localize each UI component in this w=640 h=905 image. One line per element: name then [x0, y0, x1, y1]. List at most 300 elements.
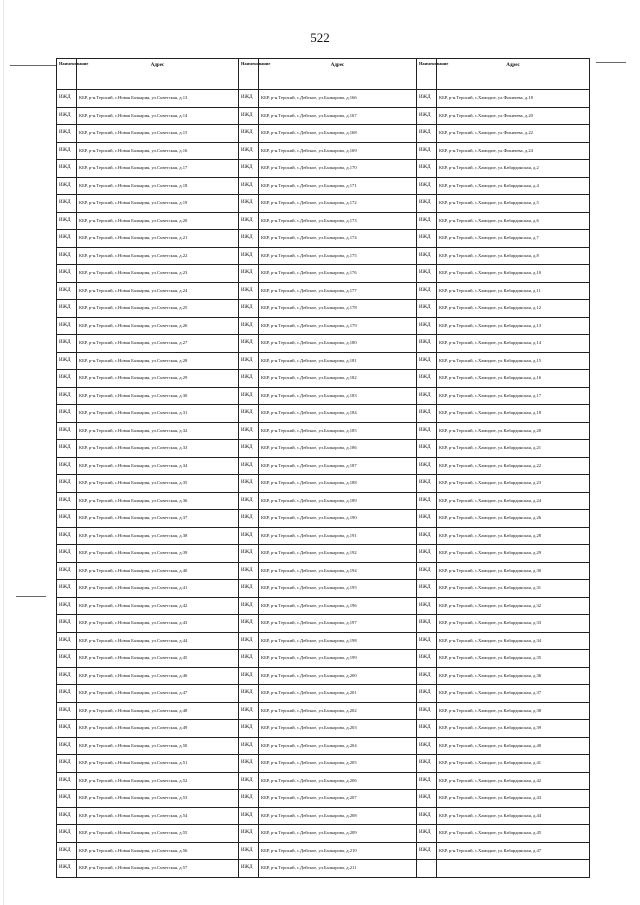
scan-edge [3, 0, 4, 905]
cell-type: ИЖД [239, 545, 259, 563]
table-row [57, 335, 590, 353]
cell-address: КБР, р-н.Терский, с.Новая Балкария, ул.Советская, д.47 [77, 685, 239, 703]
table-row [57, 545, 590, 563]
cell-address: КБР, р-н.Терский, с.Новая Балкария, ул.Советская, д.27 [77, 335, 239, 353]
cell-type: ИЖД [57, 667, 77, 685]
cell-type: ИЖД [239, 580, 259, 598]
cell-type: ИЖД [239, 177, 259, 195]
table-row [57, 475, 590, 493]
cell-type: ИЖД [417, 580, 437, 598]
cell-type: ИЖД [57, 265, 77, 283]
cell-address: КБР, р-н.Терский, с.Хамидие, ул.Кабардинская, д.7 [437, 230, 590, 248]
cell-type: ИЖД [57, 230, 77, 248]
cell-address: КБР, р-н.Терский, с.Дейское, ул.Балкарова, д.208 [259, 807, 417, 825]
cell-type: ИЖД [417, 107, 437, 125]
margin-mark [16, 596, 46, 597]
cell-address: КБР, р-н.Терский, с.Новая Балкария, ул.Советская, д.34 [77, 457, 239, 475]
cell-address: КБР, р-н.Терский, с.Хамидие, ул.Кабардинская, д.4 [437, 177, 590, 195]
cell-type: ИЖД [239, 300, 259, 318]
cell-type: ИЖД [239, 492, 259, 510]
cell-type: ИЖД [417, 300, 437, 318]
cell-address: КБР, р-н.Терский, с.Новая Балкария, ул.Советская, д.35 [77, 475, 239, 493]
table-row [57, 247, 590, 265]
cell-address: КБР, р-н.Терский, с.Дейское, ул.Балкарова, д.177 [259, 282, 417, 300]
cell-type: ИЖД [239, 597, 259, 615]
cell-type: ИЖД [417, 842, 437, 860]
table-row [57, 790, 590, 808]
cell-address: КБР, р-н.Терский, с.Хамидие, ул.Кабардинская, д.10 [437, 265, 590, 283]
cell-address: КБР, р-н.Терский, с.Дейское, ул.Балкарова, д.195 [259, 580, 417, 598]
cell-type: ИЖД [239, 107, 259, 125]
cell-address: КБР, р-н.Терский, с.Новая Балкария, ул.Советская, д.31 [77, 405, 239, 423]
table-row [57, 405, 590, 423]
cell-address: КБР, р-н.Терский, с.Хамидие, ул.Кабардинская, д.47 [437, 842, 590, 860]
table-row [57, 842, 590, 860]
cell-type: ИЖД [57, 615, 77, 633]
cell-address: КБР, р-н.Терский, с.Дейское, ул.Балкарова, д.176 [259, 265, 417, 283]
cell-type [417, 860, 437, 878]
cell-address: КБР, р-н.Терский, с.Хамидие, ул.Кабардинская, д.24 [437, 492, 590, 510]
cell-address: КБР, р-н.Терский, с.Хамидие, ул.Кабардинская, д.31 [437, 580, 590, 598]
cell-type: ИЖД [239, 842, 259, 860]
cell-type: ИЖД [57, 457, 77, 475]
cell-type: ИЖД [239, 825, 259, 843]
cell-address: КБР, р-н.Терский, с.Новая Балкария, ул.Советская, д.22 [77, 247, 239, 265]
cell-type: ИЖД [239, 510, 259, 528]
cell-type: ИЖД [417, 702, 437, 720]
column-header-address: Адрес [77, 59, 239, 90]
cell-address: КБР, р-н.Терский, с.Дейское, ул.Балкарова, д.169 [259, 142, 417, 160]
cell-address: КБР, р-н.Терский, с.Новая Балкария, ул.Советская, д.13 [77, 90, 239, 108]
cell-address: КБР, р-н.Терский, с.Дейское, ул.Балкарова, д.187 [259, 457, 417, 475]
cell-address: КБР, р-н.Терский, с.Новая Балкария, ул.Советская, д.15 [77, 125, 239, 143]
cell-type: ИЖД [57, 212, 77, 230]
cell-type: ИЖД [417, 720, 437, 738]
cell-address: КБР, р-н.Терский, с.Хамидие, ул.Кабардинская, д.30 [437, 562, 590, 580]
cell-type: ИЖД [239, 685, 259, 703]
cell-type: ИЖД [57, 545, 77, 563]
cell-type: ИЖД [417, 737, 437, 755]
table-row [57, 212, 590, 230]
cell-type: ИЖД [417, 177, 437, 195]
cell-type: ИЖД [57, 632, 77, 650]
cell-address: КБР, р-н.Терский, с.Новая Балкария, ул.Советская, д.44 [77, 632, 239, 650]
cell-type: ИЖД [239, 265, 259, 283]
table-row [57, 562, 590, 580]
cell-type: ИЖД [417, 562, 437, 580]
table-row [57, 230, 590, 248]
cell-address: КБР, р-н.Терский, с.Дейское, ул.Балкарова, д.175 [259, 247, 417, 265]
cell-type: ИЖД [57, 702, 77, 720]
table-row [57, 510, 590, 528]
cell-address: КБР, р-н.Терский, с.Новая Балкария, ул.Советская, д.49 [77, 720, 239, 738]
table-row [57, 317, 590, 335]
table-row [57, 702, 590, 720]
cell-address: КБР, р-н.Терский, с.Дейское, ул.Балкарова, д.207 [259, 790, 417, 808]
cell-address: КБР, р-н.Терский, с.Дейское, ул.Балкарова, д.174 [259, 230, 417, 248]
table-row [57, 667, 590, 685]
margin-mark [596, 62, 626, 63]
cell-type: ИЖД [57, 772, 77, 790]
cell-address: КБР, р-н.Терский, с.Хамидие, ул.Кабардинская, д.17 [437, 387, 590, 405]
cell-address: КБР, р-н.Терский, с.Хамидие, ул.Кабардинская, д.41 [437, 755, 590, 773]
cell-type: ИЖД [239, 195, 259, 213]
cell-type: ИЖД [417, 247, 437, 265]
cell-address: КБР, р-н.Терский, с.Хамидие, ул.Кабардинская, д.29 [437, 545, 590, 563]
cell-type: ИЖД [57, 860, 77, 878]
cell-type: ИЖД [57, 247, 77, 265]
cell-address: КБР, р-н.Терский, с.Дейское, ул.Балкарова, д.188 [259, 475, 417, 493]
cell-type: ИЖД [417, 457, 437, 475]
column-header-type: Наименование [417, 59, 437, 90]
cell-address: КБР, р-н.Терский, с.Дейское, ул.Балкарова, д.189 [259, 492, 417, 510]
cell-type: ИЖД [417, 125, 437, 143]
cell-type: ИЖД [57, 440, 77, 458]
cell-type: ИЖД [417, 317, 437, 335]
address-table [56, 58, 590, 878]
cell-type: ИЖД [57, 650, 77, 668]
cell-address: КБР, р-н.Терский, с.Дейское, ул.Балкарова, д.192 [259, 545, 417, 563]
cell-type: ИЖД [239, 352, 259, 370]
cell-address: КБР, р-н.Терский, с.Новая Балкария, ул.Советская, д.25 [77, 300, 239, 318]
cell-type: ИЖД [57, 177, 77, 195]
cell-address: КБР, р-н.Терский, с.Новая Балкария, ул.Советская, д.50 [77, 737, 239, 755]
cell-address: КБР, р-н.Терский, с.Новая Балкария, ул.Советская, д.52 [77, 772, 239, 790]
cell-type: ИЖД [57, 282, 77, 300]
cell-address: КБР, р-н.Терский, с.Хамидие, ул.Кабардинская, д.37 [437, 685, 590, 703]
cell-address: КБР, р-н.Терский, с.Новая Балкария, ул.Советская, д.41 [77, 580, 239, 598]
table-row [57, 807, 590, 825]
table-body [57, 90, 590, 878]
cell-address: КБР, р-н.Терский, с.Новая Балкария, ул.Советская, д.32 [77, 422, 239, 440]
cell-address: КБР, р-н.Терский, с.Дейское, ул.Балкарова, д.168 [259, 125, 417, 143]
cell-address: КБР, р-н.Терский, с.Дейское, ул.Балкарова, д.184 [259, 405, 417, 423]
margin-mark [10, 65, 56, 66]
cell-address: КБР, р-н.Терский, с.Хамидие, ул.Кабардинская, д.40 [437, 737, 590, 755]
cell-address: КБР, р-н.Терский, с.Дейское, ул.Балкарова, д.191 [259, 527, 417, 545]
cell-address: КБР, р-н.Терский, с.Новая Балкария, ул.Советская, д.18 [77, 177, 239, 195]
cell-address: КБР, р-н.Терский, с.Хамидие, ул.Кабардинская, д.33 [437, 615, 590, 633]
cell-type: ИЖД [239, 317, 259, 335]
cell-address: КБР, р-н.Терский, с.Хамидие, ул.Кабардинская, д.14 [437, 335, 590, 353]
table-row [57, 527, 590, 545]
cell-address: КБР, р-н.Терский, с.Новая Балкария, ул.Советская, д.42 [77, 597, 239, 615]
cell-address: КБР, р-н.Терский, с.Дейское, ул.Балкарова, д.204 [259, 737, 417, 755]
cell-type: ИЖД [57, 737, 77, 755]
table-row [57, 772, 590, 790]
cell-address: КБР, р-н.Терский, с.Новая Балкария, ул.Советская, д.39 [77, 545, 239, 563]
cell-address: КБР, р-н.Терский, с.Новая Балкария, ул.Советская, д.20 [77, 212, 239, 230]
cell-address: КБР, р-н.Терский, с.Дейское, ул.Балкарова, д.199 [259, 650, 417, 668]
cell-type: ИЖД [239, 142, 259, 160]
cell-type: ИЖД [417, 335, 437, 353]
cell-type: ИЖД [417, 825, 437, 843]
cell-address: КБР, р-н.Терский, с.Хамидие, ул.Кабардинская, д.38 [437, 702, 590, 720]
cell-address: КБР, р-н.Терский, с.Хамидие, ул.Кабардинская, д.32 [437, 597, 590, 615]
cell-type: ИЖД [417, 510, 437, 528]
cell-type: ИЖД [57, 825, 77, 843]
cell-address: КБР, р-н.Терский, с.Дейское, ул.Балкарова, д.197 [259, 615, 417, 633]
table-row [57, 597, 590, 615]
cell-address: КБР, р-н.Терский, с.Новая Балкария, ул.Советская, д.28 [77, 352, 239, 370]
cell-address: КБР, р-н.Терский, с.Хамидие, ул.Фокичева, д.22 [437, 125, 590, 143]
cell-address: КБР, р-н.Терский, с.Новая Балкария, ул.Советская, д.38 [77, 527, 239, 545]
cell-address: КБР, р-н.Терский, с.Хамидие, ул.Кабардинская, д.16 [437, 370, 590, 388]
cell-address: КБР, р-н.Терский, с.Новая Балкария, ул.Советская, д.43 [77, 615, 239, 633]
cell-address: КБР, р-н.Терский, с.Новая Балкария, ул.Советская, д.53 [77, 790, 239, 808]
cell-type: ИЖД [417, 475, 437, 493]
table-row [57, 282, 590, 300]
cell-type: ИЖД [57, 405, 77, 423]
table-row [57, 265, 590, 283]
cell-address: КБР, р-н.Терский, с.Хамидие, ул.Кабардинская, д.23 [437, 475, 590, 493]
cell-address: КБР, р-н.Терский, с.Хамидие, ул.Кабардинская, д.22 [437, 457, 590, 475]
cell-type: ИЖД [57, 510, 77, 528]
cell-type: ИЖД [239, 860, 259, 878]
table-row [57, 860, 590, 878]
cell-address: КБР, р-н.Терский, с.Новая Балкария, ул.Советская, д.57 [77, 860, 239, 878]
cell-address: КБР, р-н.Терский, с.Хамидие, ул.Кабардинская, д.12 [437, 300, 590, 318]
cell-type: ИЖД [57, 422, 77, 440]
cell-type: ИЖД [417, 90, 437, 108]
page-number: 522 [310, 30, 330, 45]
cell-address: КБР, р-н.Терский, с.Хамидие, ул.Кабардинская, д.21 [437, 440, 590, 458]
cell-type: ИЖД [239, 370, 259, 388]
cell-type: ИЖД [57, 387, 77, 405]
table-row [57, 615, 590, 633]
cell-type: ИЖД [239, 387, 259, 405]
cell-address: КБР, р-н.Терский, с.Дейское, ул.Балкарова, д.201 [259, 685, 417, 703]
cell-type: ИЖД [417, 282, 437, 300]
cell-address: КБР, р-н.Терский, с.Дейское, ул.Балкарова, д.186 [259, 440, 417, 458]
table-row [57, 737, 590, 755]
cell-address: КБР, р-н.Терский, с.Хамидие, ул.Фокичева, д.18 [437, 90, 590, 108]
cell-address: КБР, р-н.Терский, с.Хамидие, ул.Кабардинская, д.34 [437, 632, 590, 650]
cell-address: КБР, р-н.Терский, с.Дейское, ул.Балкарова, д.166 [259, 90, 417, 108]
cell-type: ИЖД [239, 632, 259, 650]
cell-type: ИЖД [57, 685, 77, 703]
cell-type: ИЖД [417, 632, 437, 650]
cell-type: ИЖД [417, 142, 437, 160]
table-row [57, 142, 590, 160]
column-header-type: Наименование [57, 59, 77, 90]
table-row [57, 195, 590, 213]
table-row [57, 720, 590, 738]
cell-address: КБР, р-н.Терский, с.Хамидие, ул.Кабардинская, д.8 [437, 247, 590, 265]
cell-type: ИЖД [239, 807, 259, 825]
cell-type: ИЖД [57, 300, 77, 318]
cell-address: КБР, р-н.Терский, с.Хамидие, ул.Кабардинская, д.42 [437, 772, 590, 790]
cell-address: КБР, р-н.Терский, с.Дейское, ул.Балкарова, д.194 [259, 562, 417, 580]
cell-address: КБР, р-н.Терский, с.Новая Балкария, ул.Советская, д.55 [77, 825, 239, 843]
cell-type: ИЖД [239, 720, 259, 738]
cell-address: КБР, р-н.Терский, с.Новая Балкария, ул.Советская, д.54 [77, 807, 239, 825]
cell-type: ИЖД [417, 195, 437, 213]
cell-type: ИЖД [57, 370, 77, 388]
address-table-container [56, 58, 589, 878]
table-row [57, 650, 590, 668]
cell-address: КБР, р-н.Терский, с.Новая Балкария, ул.Советская, д.37 [77, 510, 239, 528]
cell-type: ИЖД [239, 160, 259, 178]
cell-type: ИЖД [57, 352, 77, 370]
cell-address: КБР, р-н.Терский, с.Хамидие, ул.Кабардинская, д.11 [437, 282, 590, 300]
cell-address: КБР, р-н.Терский, с.Дейское, ул.Балкарова, д.206 [259, 772, 417, 790]
cell-address: КБР, р-н.Терский, с.Новая Балкария, ул.Советская, д.45 [77, 650, 239, 668]
cell-address: КБР, р-н.Терский, с.Хамидие, ул.Кабардинская, д.2 [437, 160, 590, 178]
cell-type: ИЖД [417, 230, 437, 248]
cell-address: КБР, р-н.Терский, с.Новая Балкария, ул.Советская, д.19 [77, 195, 239, 213]
cell-address: КБР, р-н.Терский, с.Дейское, ул.Балкарова, д.190 [259, 510, 417, 528]
table-row [57, 457, 590, 475]
cell-type: ИЖД [239, 335, 259, 353]
cell-address: КБР, р-н.Терский, с.Хамидие, ул.Фокичева, д.24 [437, 142, 590, 160]
table-row [57, 160, 590, 178]
cell-address: КБР, р-н.Терский, с.Новая Балкария, ул.Советская, д.14 [77, 107, 239, 125]
cell-type: ИЖД [57, 125, 77, 143]
cell-address: КБР, р-н.Терский, с.Дейское, ул.Балкарова, д.182 [259, 370, 417, 388]
table-row [57, 580, 590, 598]
cell-address: КБР, р-н.Терский, с.Хамидие, ул.Кабардинская, д.5 [437, 195, 590, 213]
table-row [57, 300, 590, 318]
cell-type: ИЖД [57, 562, 77, 580]
cell-address: КБР, р-н.Терский, с.Дейское, ул.Балкарова, д.185 [259, 422, 417, 440]
cell-type: ИЖД [417, 405, 437, 423]
cell-address: КБР, р-н.Терский, с.Дейское, ул.Балкарова, д.200 [259, 667, 417, 685]
cell-type: ИЖД [417, 685, 437, 703]
cell-address: КБР, р-н.Терский, с.Дейское, ул.Балкарова, д.183 [259, 387, 417, 405]
column-header-type: Наименование [239, 59, 259, 90]
cell-address: КБР, р-н.Терский, с.Дейское, ул.Балкарова, д.210 [259, 842, 417, 860]
cell-type: ИЖД [239, 755, 259, 773]
cell-type: ИЖД [239, 702, 259, 720]
table-row [57, 107, 590, 125]
cell-address: КБР, р-н.Терский, с.Хамидие, ул.Кабардинская, д.45 [437, 825, 590, 843]
cell-type: ИЖД [239, 125, 259, 143]
cell-type: ИЖД [417, 370, 437, 388]
cell-address: КБР, р-н.Терский, с.Дейское, ул.Балкарова, д.171 [259, 177, 417, 195]
cell-address: КБР, р-н.Терский, с.Дейское, ул.Балкарова, д.170 [259, 160, 417, 178]
cell-address: КБР, р-н.Терский, с.Хамидие, ул.Кабардинская, д.15 [437, 352, 590, 370]
cell-type: ИЖД [417, 527, 437, 545]
cell-address: КБР, р-н.Терский, с.Дейское, ул.Балкарова, д.179 [259, 317, 417, 335]
cell-address: КБР, р-н.Терский, с.Хамидие, ул.Кабардинская, д.44 [437, 807, 590, 825]
cell-type: ИЖД [417, 772, 437, 790]
cell-address: КБР, р-н.Терский, с.Новая Балкария, ул.Советская, д.26 [77, 317, 239, 335]
cell-type: ИЖД [417, 265, 437, 283]
cell-type: ИЖД [417, 615, 437, 633]
cell-address: КБР, р-н.Терский, с.Хамидие, ул.Кабардинская, д.28 [437, 527, 590, 545]
cell-type: ИЖД [417, 387, 437, 405]
cell-address: КБР, р-н.Терский, с.Новая Балкария, ул.Советская, д.23 [77, 265, 239, 283]
cell-type: ИЖД [239, 282, 259, 300]
table-row [57, 370, 590, 388]
cell-type: ИЖД [417, 352, 437, 370]
cell-type: ИЖД [57, 597, 77, 615]
column-header-address: Адрес [437, 59, 590, 90]
cell-address: КБР, р-н.Терский, с.Новая Балкария, ул.Советская, д.30 [77, 387, 239, 405]
cell-address: КБР, р-н.Терский, с.Новая Балкария, ул.Советская, д.51 [77, 755, 239, 773]
table-row [57, 632, 590, 650]
cell-type: ИЖД [417, 545, 437, 563]
cell-type: ИЖД [239, 457, 259, 475]
cell-type: ИЖД [57, 142, 77, 160]
cell-type: ИЖД [239, 90, 259, 108]
cell-address: КБР, р-н.Терский, с.Новая Балкария, ул.Советская, д.36 [77, 492, 239, 510]
cell-address [437, 860, 590, 878]
cell-address: КБР, р-н.Терский, с.Дейское, ул.Балкарова, д.211 [259, 860, 417, 878]
column-header-address: Адрес [259, 59, 417, 90]
cell-address: КБР, р-н.Терский, с.Дейское, ул.Балкарова, д.203 [259, 720, 417, 738]
cell-type: ИЖД [57, 160, 77, 178]
table-row [57, 440, 590, 458]
cell-type: ИЖД [239, 650, 259, 668]
cell-address: КБР, р-н.Терский, с.Хамидие, ул.Кабардинская, д.35 [437, 650, 590, 668]
cell-address: КБР, р-н.Терский, с.Дейское, ул.Балкарова, д.167 [259, 107, 417, 125]
cell-address: КБР, р-н.Терский, с.Новая Балкария, ул.Советская, д.48 [77, 702, 239, 720]
cell-type: ИЖД [239, 212, 259, 230]
cell-address: КБР, р-н.Терский, с.Новая Балкария, ул.Советская, д.33 [77, 440, 239, 458]
cell-type: ИЖД [57, 107, 77, 125]
cell-address: КБР, р-н.Терский, с.Хамидие, ул.Кабардинская, д.13 [437, 317, 590, 335]
cell-address: КБР, р-н.Терский, с.Новая Балкария, ул.Советская, д.24 [77, 282, 239, 300]
cell-address: КБР, р-н.Терский, с.Новая Балкария, ул.Советская, д.21 [77, 230, 239, 248]
cell-address: КБР, р-н.Терский, с.Новая Балкария, ул.Советская, д.40 [77, 562, 239, 580]
cell-type: ИЖД [239, 230, 259, 248]
cell-type: ИЖД [57, 720, 77, 738]
cell-type: ИЖД [417, 160, 437, 178]
table-row [57, 685, 590, 703]
cell-type: ИЖД [57, 90, 77, 108]
cell-type: ИЖД [239, 405, 259, 423]
table-row [57, 125, 590, 143]
cell-type: ИЖД [239, 790, 259, 808]
cell-type: ИЖД [57, 807, 77, 825]
cell-type: ИЖД [239, 247, 259, 265]
cell-type: ИЖД [417, 650, 437, 668]
table-row [57, 90, 590, 108]
cell-type: ИЖД [417, 755, 437, 773]
cell-address: КБР, р-н.Терский, с.Новая Балкария, ул.Советская, д.29 [77, 370, 239, 388]
table-row [57, 422, 590, 440]
cell-type: ИЖД [57, 195, 77, 213]
cell-type: ИЖД [57, 580, 77, 598]
cell-address: КБР, р-н.Терский, с.Новая Балкария, ул.Советская, д.46 [77, 667, 239, 685]
cell-type: ИЖД [57, 475, 77, 493]
cell-address: КБР, р-н.Терский, с.Хамидие, ул.Кабардинская, д.39 [437, 720, 590, 738]
cell-address: КБР, р-н.Терский, с.Дейское, ул.Балкарова, д.181 [259, 352, 417, 370]
cell-type: ИЖД [239, 475, 259, 493]
cell-type: ИЖД [417, 597, 437, 615]
cell-address: КБР, р-н.Терский, с.Дейское, ул.Балкарова, д.180 [259, 335, 417, 353]
cell-type: ИЖД [57, 527, 77, 545]
table-row [57, 492, 590, 510]
cell-address: КБР, р-н.Терский, с.Дейское, ул.Балкарова, д.202 [259, 702, 417, 720]
table-row [57, 352, 590, 370]
table-header-row [57, 59, 590, 90]
cell-address: КБР, р-н.Терский, с.Хамидие, ул.Фокичева, д.20 [437, 107, 590, 125]
cell-address: КБР, р-н.Терский, с.Хамидие, ул.Кабардинская, д.43 [437, 790, 590, 808]
cell-type: ИЖД [239, 527, 259, 545]
cell-type: ИЖД [417, 667, 437, 685]
cell-address: КБР, р-н.Терский, с.Дейское, ул.Балкарова, д.196 [259, 597, 417, 615]
table-row [57, 177, 590, 195]
cell-address: КБР, р-н.Терский, с.Новая Балкария, ул.Советская, д.17 [77, 160, 239, 178]
cell-address: КБР, р-н.Терский, с.Хамидие, ул.Кабардинская, д.26 [437, 510, 590, 528]
cell-type: ИЖД [417, 492, 437, 510]
cell-address: КБР, р-н.Терский, с.Дейское, ул.Балкарова, д.172 [259, 195, 417, 213]
cell-address: КБР, р-н.Терский, с.Дейское, ул.Балкарова, д.198 [259, 632, 417, 650]
cell-address: КБР, р-н.Терский, с.Дейское, ул.Балкарова, д.173 [259, 212, 417, 230]
